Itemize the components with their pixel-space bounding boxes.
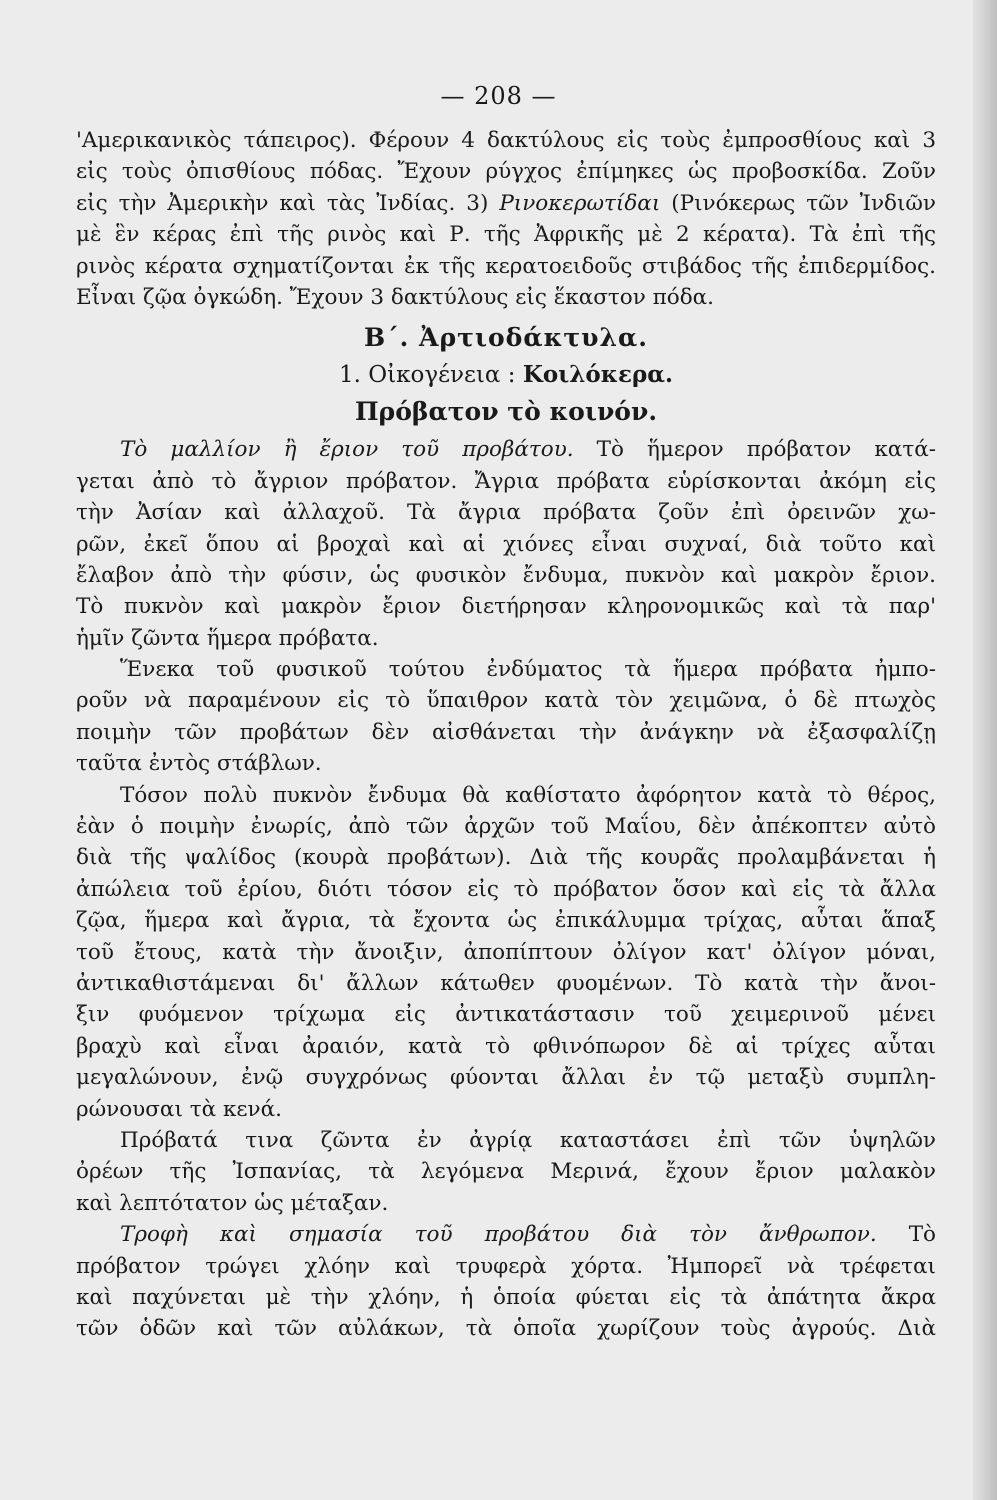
page-edge-shadow <box>973 0 997 1500</box>
text-line: Ἕνεκα τοῦ φυσικοῦ τούτου ἐνδύματος τὰ ἥμερα πρόβατα ἠμπο- <box>120 657 936 683</box>
text-line: ρώνουσαι τὰ κενά. <box>76 1096 282 1122</box>
paragraph-merino <box>76 1125 936 1219</box>
text-line: Εἶναι ζῷα ὀγκώδη. Ἔχουν 3 δακτύλους εἰς ἕκαστον πόδα. <box>76 284 715 310</box>
text-line: πρόβατον τρώγει χλόην καὶ τρυφερὰ χόρτα. Ἠμπορεῖ νὰ τρέφεται <box>76 1253 936 1279</box>
text-line: τὴν Ἀσίαν καὶ ἀλλαχοῦ. Τὰ ἄγρια πρόβατα ζοῦν ἐπὶ ὀρεινῶν χω- <box>76 500 936 526</box>
text-line: ρῶν, ἐκεῖ ὅπου αἱ βροχαὶ καὶ αἱ χιόνες εἶναι συχναί, διὰ τοῦτο καὶ <box>76 531 936 557</box>
text-line: βραχὺ καὶ εἶναι ἀραιόν, κατὰ τὸ φθινόπωρον δὲ αἱ τρίχες αὗται <box>76 1033 936 1059</box>
family-name: Κοιλόκερα. <box>522 361 673 389</box>
page-number: — 208 — <box>440 82 557 110</box>
text-line: 'Αμερικανικὸς τάπειρος). Φέρουν 4 δακτύλους εἰς τοὺς ἐμπροσθίους καὶ 3 <box>76 128 936 153</box>
text-line: διὰ τῆς ψαλίδος (κουρὰ προβάτων). Διὰ τῆς κουρᾶς προλαμβάνεται ἡ <box>76 845 936 871</box>
text-line: ταῦτα ἐντὸς στάβλων. <box>76 751 322 777</box>
text-line: ἀπώλεια τοῦ ἐρίου, διότι τόσον εἰς τὸ πρόβατον ὅσον καὶ εἰς τὰ ἄλλα <box>76 876 936 902</box>
page-body <box>76 125 936 1345</box>
paragraph-shearing <box>76 780 936 1125</box>
text-line: τῶν ὁδῶν καὶ τῶν αὐλάκων, τὰ ὁποῖα χωρίζουν τοὺς ἀγρούς. Διὰ <box>76 1316 936 1342</box>
text-line: ζῷα, ἥμερα καὶ ἄγρια, τὰ ἔχοντα ὡς ἐπικάλυμμα τρίχας, αὗται ἅπαξ <box>76 908 936 934</box>
text-line: τοῦ ἔτους, κατὰ τὴν ἄνοιξιν, ἀποπίπτουν ὀλίγον κατ' ὀλίγον μόναι, <box>76 939 936 965</box>
paragraph-title: Τὸ μαλλίον ἢ ἔριον τοῦ προβάτου. <box>120 437 574 463</box>
text-line: Τὸ μαλλίον ἢ ἔριον τοῦ προβάτου. Τὸ ἥμερον πρόβατον κατά- <box>120 437 936 463</box>
text-line: Τὸ πυκνὸν καὶ μακρὸν ἔριον διετήρησαν κληρονομικῶς καὶ τὰ παρ' <box>76 594 936 620</box>
text-line: εἰς τοὺς ὀπισθίους πόδας. Ἔχουν ρύγχος ἐπίμηκες ὡς προβοσκίδα. Ζοῦν <box>76 159 936 185</box>
text-line: Πρόβατά τινα ζῶντα ἐν ἀγρίᾳ καταστάσει ἐπὶ τῶν ὑψηλῶν <box>120 1127 936 1153</box>
text-line: ποιμὴν τῶν προβάτων δὲν αἰσθάνεται τὴν ἀνάγκην νὰ ἐξασφαλίζῃ <box>76 719 936 745</box>
text-line: ὀρέων τῆς Ἰσπανίας, τὰ λεγόμενα Μερινά, ἔχουν ἔριον μαλακὸν <box>76 1159 936 1185</box>
rhinoceros-family-term: Ρινοκερωτίδαι <box>499 190 661 216</box>
text-line: μὲ ἓν κέρας ἐπὶ τῆς ρινὸς καὶ Ρ. τῆς Ἀφρικῆς μὲ 2 κέρατα). Τὰ ἐπὶ τῆς <box>76 222 936 248</box>
family-heading: 1. Οἰκογένεια : Κοιλόκερα. <box>339 361 673 389</box>
paragraph-perissodactyla-end <box>76 125 936 313</box>
text-line: Τροφὴ καὶ σημασία τοῦ προβάτου διὰ τὸν ἄνθρωπον. Τὸ <box>120 1222 936 1248</box>
text-line: μεγαλώνουν, ἐνῷ συγχρόνως φύονται ἄλλαι ἐν τῷ μεταξὺ συμπλη- <box>76 1065 936 1091</box>
paragraph-garment <box>76 654 936 780</box>
paragraph-wool <box>76 434 936 654</box>
text-line: ρινὸς κέρατα σχηματίζονται ἐκ τῆς κερατοειδοῦς στιβάδος τῆς ἐπιδερμίδος. <box>76 253 936 279</box>
paragraph-title: Τροφὴ καὶ σημασία τοῦ προβάτου διὰ τὸν ἄνθρωπον. <box>120 1222 877 1248</box>
text-line: εἰς τὴν Ἀμερικὴν καὶ τὰς Ἰνδίας. 3) Ρινοκερωτίδαι (Ρινόκερως τῶν Ἰνδιῶν <box>76 190 936 216</box>
section-heading: Β΄. Ἀρτιοδάκτυλα. <box>364 323 648 353</box>
text-line: καὶ παχύνεται μὲ τὴν χλόην, ἡ ὁποία φύεται εἰς τὰ ἀπάτητα ἄκρα <box>76 1284 936 1310</box>
text-line: ἡμῖν ζῶντα ἥμερα πρόβατα. <box>76 625 379 651</box>
paragraph-food <box>76 1219 936 1345</box>
text-line: ροῦν νὰ παραμένουν εἰς τὸ ὕπαιθρον κατὰ τὸν χειμῶνα, ὁ δὲ πτωχὸς <box>76 688 936 714</box>
text-line: Τόσον πολὺ πυκνὸν ἔνδυμα θὰ καθίστατο ἀφόρητον κατὰ τὸ θέρος, <box>120 782 936 808</box>
text-line: ξιν φυόμενον τρίχωμα εἰς ἀντικατάστασιν τοῦ χειμερινοῦ μένει <box>76 1002 936 1028</box>
text-line: ἐὰν ὁ ποιμὴν ἐνωρίς, ἀπὸ τῶν ἀρχῶν τοῦ Μαΐου, δὲν ἀπέκοπτεν αὐτὸ <box>76 814 936 840</box>
text-line: καὶ λεπτότατον ὡς μέταξαν. <box>76 1190 389 1216</box>
text-line: ἔλαβον ἀπὸ τὴν φύσιν, ὡς φυσικὸν ἔνδυμα, πυκνὸν καὶ μακρὸν ἔριον. <box>76 562 936 588</box>
text-line: γεται ἀπὸ τὸ ἄγριον πρόβατον. Ἄγρια πρόβατα εὑρίσκονται ἀκόμη εἰς <box>76 468 936 494</box>
text-line: ἀντικαθιστάμεναι δι' ἄλλων κάτωθεν φυομένων. Τὸ κατὰ τὴν ἄνοι- <box>76 970 936 996</box>
subject-heading: Πρόβατον τὸ κοινόν. <box>354 397 658 427</box>
